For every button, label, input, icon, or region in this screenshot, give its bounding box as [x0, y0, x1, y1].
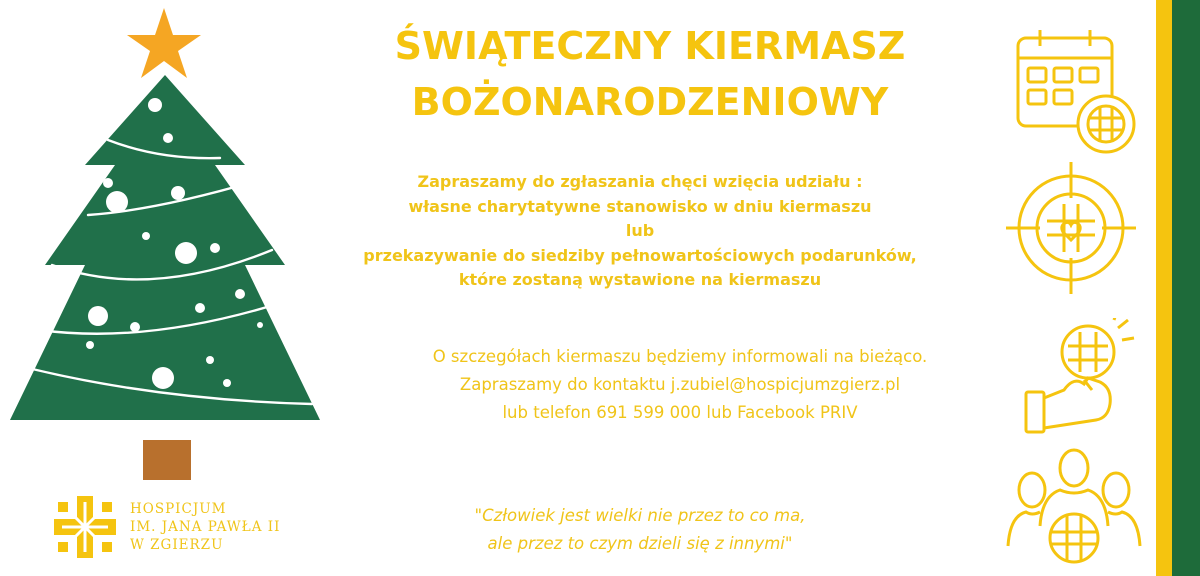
hand-holding-badge-icon [1018, 318, 1142, 438]
invitation-line-3: lub [625, 221, 655, 241]
target-icon [1004, 160, 1138, 296]
logo-line-3: W ZGIERZU [130, 537, 224, 553]
hospice-logo [52, 494, 312, 562]
details-text [300, 343, 1060, 427]
logo-line-2: IM. JANA PAWŁA II [130, 519, 281, 535]
invitation-text [300, 170, 980, 293]
details-line-3: lub telefon 691 599 000 lub Facebook PRIV [502, 403, 858, 422]
quote-line-2: ale przez to czym dzieli się z innymi" [487, 534, 793, 553]
side-stripe-yellow [1156, 0, 1172, 576]
page-title [340, 18, 960, 130]
invitation-line-1: Zapraszamy do zgłaszania chęci wzięcia udziału : [417, 172, 863, 191]
quote-text [300, 502, 980, 558]
details-line-2: Zapraszamy do kontaktu j.zubiel@hospicjumzgierz.pl [459, 375, 901, 394]
christmas-tree-icon [0, 0, 340, 500]
star-icon [127, 8, 201, 78]
quote-line-1: "Człowiek jest wielki nie przez to co ma, [474, 506, 806, 525]
side-stripe-green [1172, 0, 1200, 576]
invitation-line-5: które zostaną wystawione na kiermaszu [458, 270, 822, 290]
invitation-line-4: przekazywanie do siedziby pełnowartościowych podarunków, [363, 245, 917, 265]
title-line-1: ŚWIĄTECZNY KIERMASZ [394, 24, 906, 68]
title-line-2: BOŻONARODZENIOWY [411, 80, 889, 124]
details-line-1: O szczegółach kiermaszu będziemy informowali na bieżąco. [432, 347, 928, 366]
invitation-line-2: własne charytatywne stanowisko w dniu kiermaszu [408, 196, 872, 216]
calendar-icon [1010, 24, 1140, 156]
hospice-logo-icon [52, 496, 118, 558]
group-people-icon [1004, 446, 1144, 568]
logo-line-1: HOSPICJUM [130, 501, 227, 517]
